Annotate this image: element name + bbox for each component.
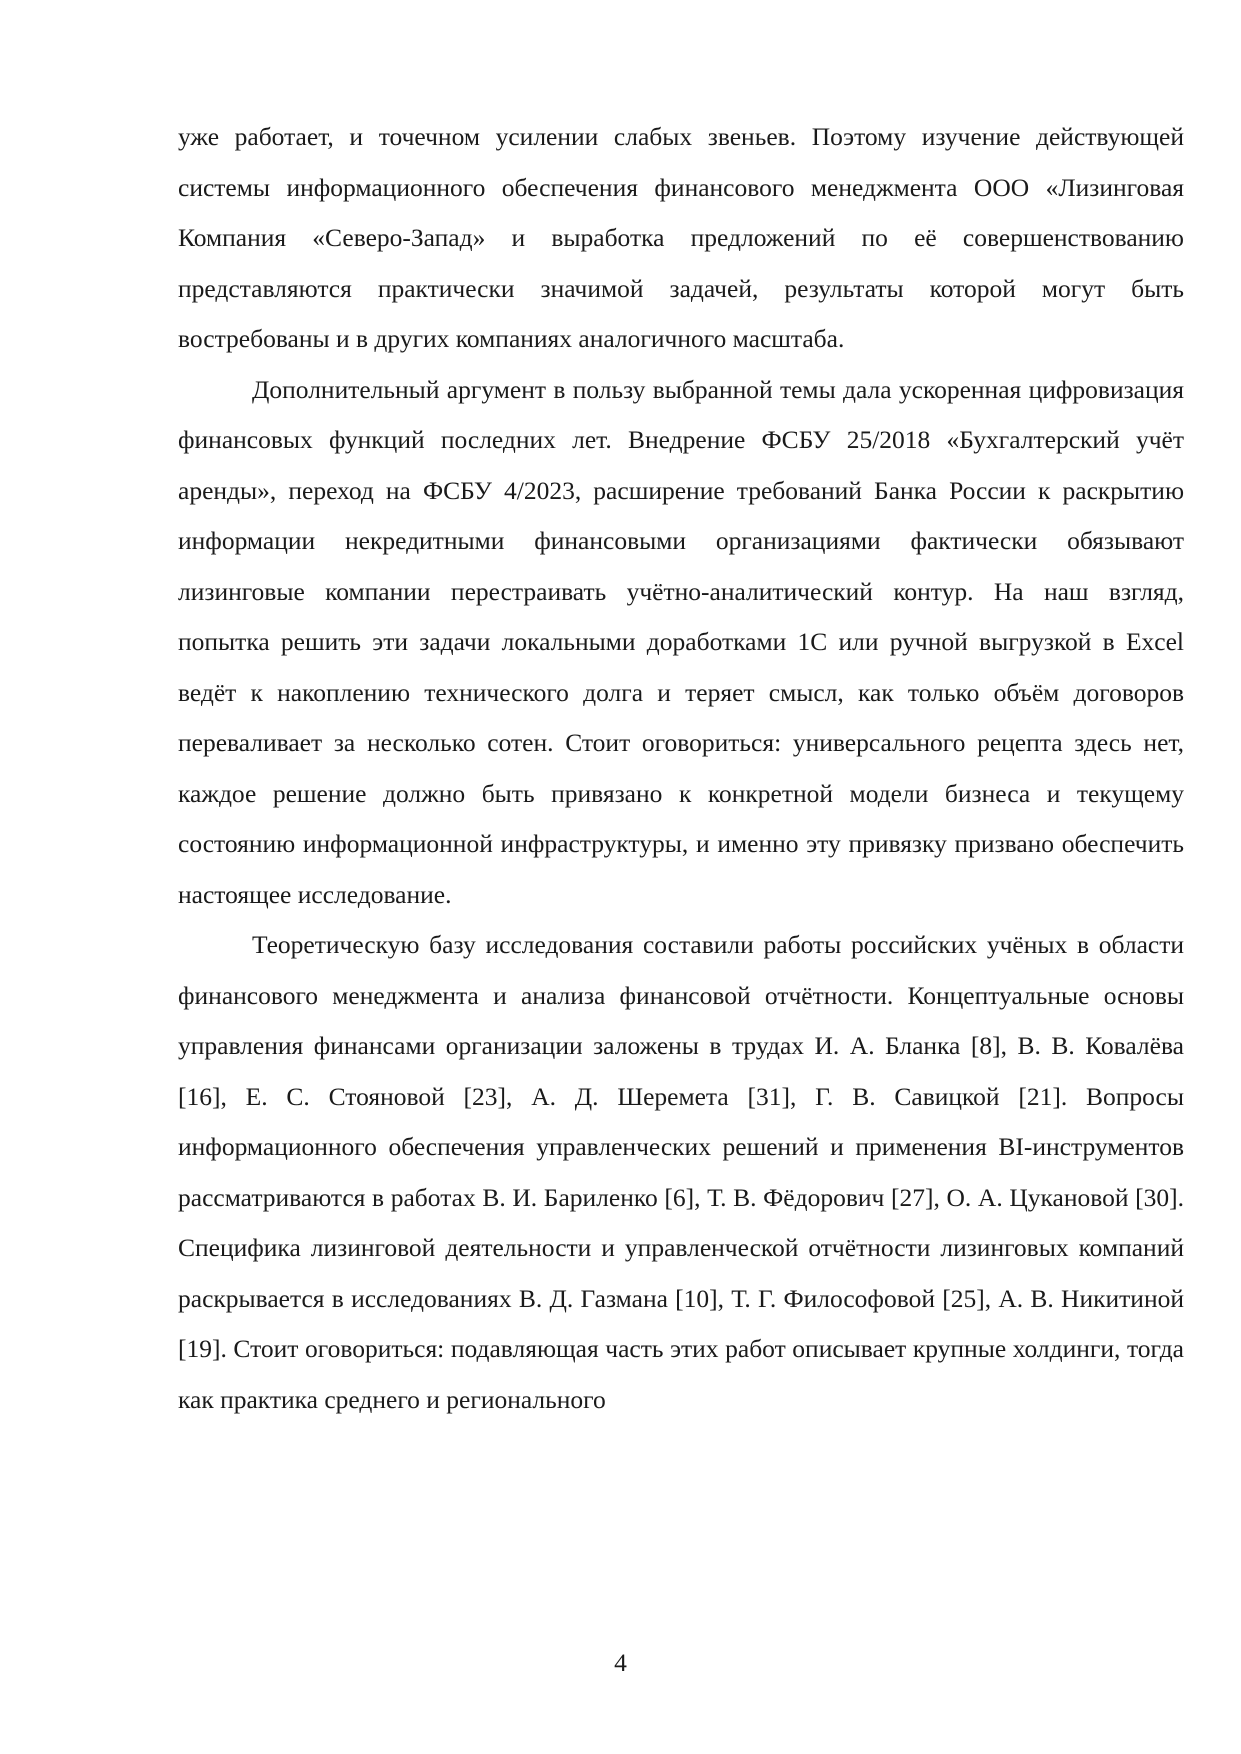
paragraph-theoretical-base: Теоретическую базу исследования составили работы российских учёных в области финансового менеджмента и анализа финансовой отчётности. Концептуальные основы управления финансами организации заложены в трудах И. А. Бланка [8], В. В. Ковалёва [16], Е. С. Стояновой [23], А. Д. Шеремета [31], Г. В. Савицкой [21]. Вопросы информационного обеспечения управленческих решений и применения BI-инструментов рассматриваются в работах В. И. Бариленко [6], Т. В. Фёдорович [27], О. А. Цукановой [30]. Специфика лизинговой деятельности и управленческой отчётности лизинговых компаний раскрывается в исследованиях В. Д. Газмана [10], Т. Г. Философовой [25], А. В. Никитиной [19]. Стоит оговориться: подавляющая часть этих работ описывает крупные холдинги, тогда как практика среднего и регионального [178, 930, 1184, 1414]
body-text [178, 112, 1184, 1425]
paragraph-continuation: уже работает, и точечном усилении слабых звеньев. Поэтому изучение действующей системы информационного обеспечения финансового менеджмента ООО «Лизинговая Компания «Северо-Запад» и выработка предложений по её совершенствованию представляются практически значимой задачей, результаты которой могут быть востребованы и в других компаниях аналогичного масштаба. [178, 122, 1184, 353]
page-number: 4 [614, 1648, 627, 1677]
paragraph-digitalization: Дополнительный аргумент в пользу выбранной темы дала ускоренная цифровизация финансовых функций последних лет. Внедрение ФСБУ 25/2018 «Бухгалтерский учёт аренды», переход на ФСБУ 4/2023, расширение требований Банка России к раскрытию информации некредитными финансовыми организациями фактически обязывают лизинговые компании перестраивать учётно-аналитический контур. На наш взгляд, попытка решить эти задачи локальными доработками 1С или ручной выгрузкой в Excel ведёт к накоплению технического долга и теряет смысл, как только объём договоров переваливает за несколько сотен. Стоит оговориться: универсального рецепта здесь нет, каждое решение должно быть привязано к конкретной модели бизнеса и текущему состоянию информационной инфраструктуры, и именно эту привязку призвано обеспечить настоящее исследование. [178, 374, 1184, 909]
